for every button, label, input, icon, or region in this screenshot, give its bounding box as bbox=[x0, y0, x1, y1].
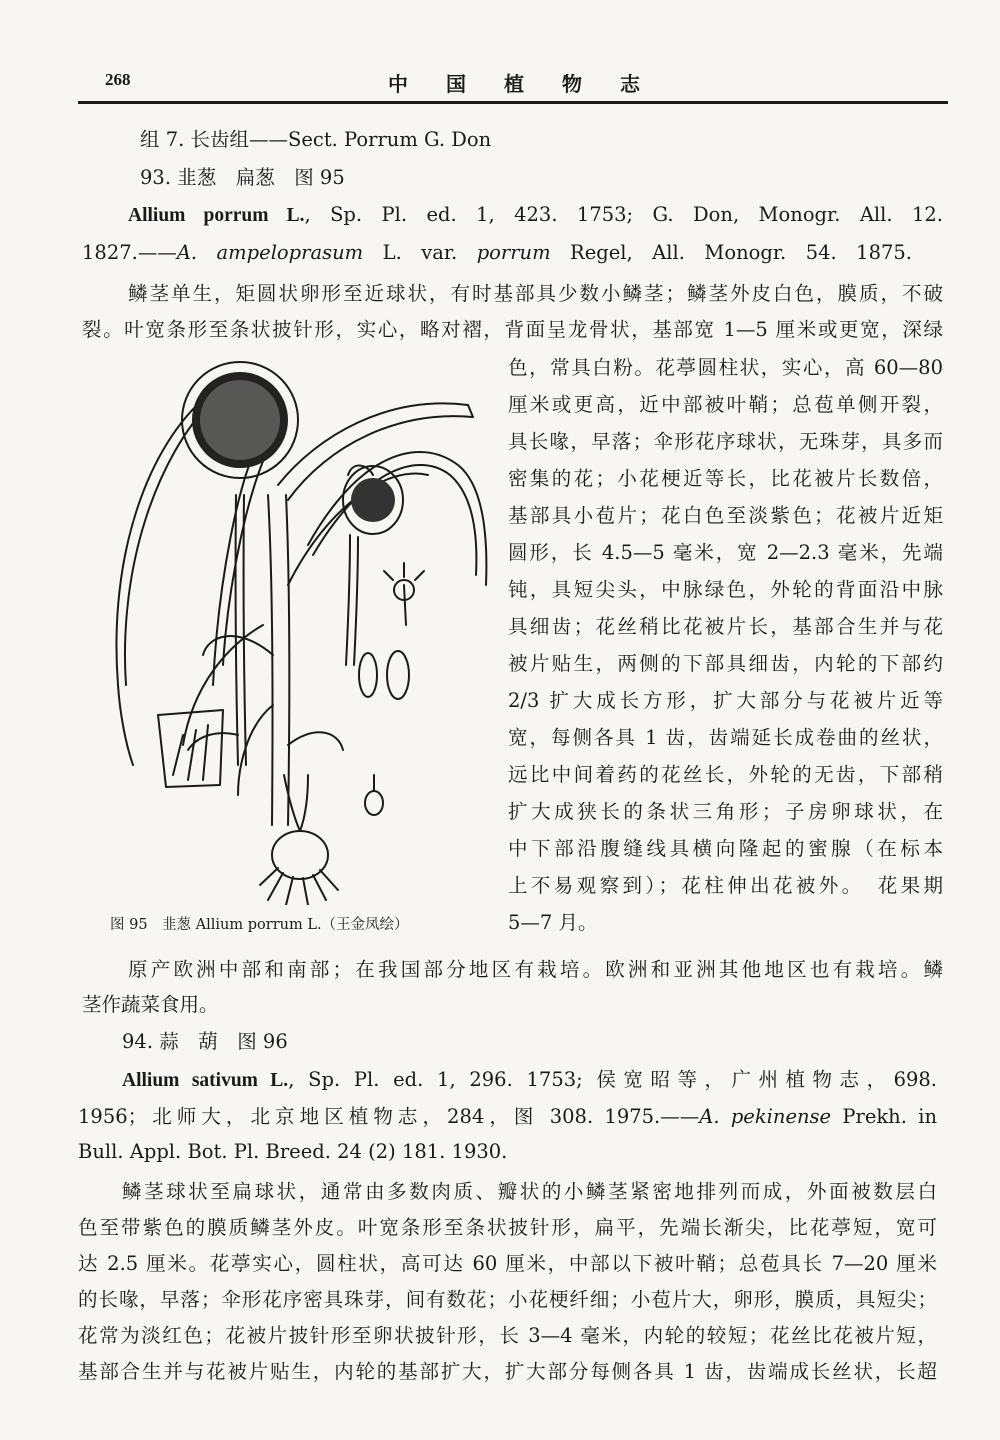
running-title: 中国植物志 bbox=[388, 72, 678, 96]
citation-var: L. var. bbox=[363, 241, 477, 264]
leek-illustration bbox=[88, 325, 493, 905]
citation-ref: Regel, All. Monogr. 54. 1875. bbox=[550, 241, 912, 264]
synonym-name: A. ampeloprasum bbox=[176, 241, 364, 264]
desc-93-right-line: 扩大成狭长的条状三角形；子房卵球状，在 bbox=[508, 800, 943, 823]
header-rule bbox=[78, 101, 948, 104]
desc-94-line: 达 2.5 厘米。花葶实心，圆柱状，高可达 60 厘米，中部以下被叶鞘；总苞具长 7—20 厘米 bbox=[78, 1252, 937, 1275]
synonym-name: A. pekinense bbox=[699, 1105, 832, 1128]
citation-author: Prekh. in bbox=[831, 1105, 937, 1128]
desc-93-right-line: 远比中间着药的花丝长，外轮的无齿，下部稍 bbox=[508, 763, 943, 786]
species-94-name: Allium sativum L. bbox=[122, 1070, 289, 1091]
species-93-title: 93. 韭葱 扁葱 图 95 bbox=[140, 166, 345, 189]
desc-93-right-line: 具细齿；花丝稍比花被片长，基部合生并与花 bbox=[508, 615, 943, 638]
desc-93-right-line: 中下部沿腹缝线具横向隆起的蜜腺（在标本 bbox=[508, 837, 943, 860]
desc-93-right-line: 被片贴生，两侧的下部具细齿，内轮的下部约 bbox=[508, 652, 943, 675]
desc-94-line: 基部合生并与花被片贴生，内轮的基部扩大，扩大部分每侧各具 1 齿，齿端成长丝状，长超 bbox=[78, 1360, 937, 1383]
desc-93-right-line: 色，常具白粉。花葶圆柱状，实心，高 60—80 bbox=[508, 356, 943, 379]
section-heading: 组 7. 长齿组——Sect. Porrum G. Don bbox=[140, 128, 492, 151]
citation-year: 1827.—— bbox=[82, 241, 177, 264]
species-94-citation-line-1 bbox=[122, 1068, 937, 1093]
species-93-citation-line-2 bbox=[82, 241, 912, 265]
dist-93-line: 原产欧洲中部和南部；在我国部分地区有栽培。欧洲和亚洲其他地区也有栽培。鳞 bbox=[128, 958, 943, 981]
desc-93-line: 裂。叶宽条形至条状披针形，实心，略对褶，背面呈龙骨状，基部宽 1—5 厘米或更宽，深绿 bbox=[82, 318, 943, 341]
page-number: 268 bbox=[105, 70, 131, 89]
species-93-citation-text: , Sp. Pl. ed. 1, 423. 1753; G. Don, Monogr. All. 12. bbox=[304, 203, 943, 226]
desc-93-right-line: 上不易观察到）；花柱伸出花被外。 花果期 bbox=[508, 874, 943, 897]
figure-caption: 图 95 韭葱 Allium porrum L.（王金凤绘） bbox=[110, 917, 409, 933]
desc-93-line: 鳞茎单生，矩圆状卵形至近球状，有时基部具少数小鳞茎；鳞茎外皮白色，膜质，不破 bbox=[128, 282, 943, 305]
species-94-citation-line-3: Bull. Appl. Bot. Pl. Breed. 24 (2) 181. 1930. bbox=[78, 1140, 508, 1163]
desc-93-right-line: 厘米或更高，近中部被叶鞘；总苞单侧开裂， bbox=[508, 393, 943, 416]
species-93-name: Allium porrum L. bbox=[128, 205, 305, 226]
species-93-citation-line-1 bbox=[128, 203, 943, 228]
desc-94-line: 色至带紫色的膜质鳞茎外皮。叶宽条形至条状披针形，扁平，先端长渐尖，比花葶短，宽可 bbox=[78, 1216, 937, 1239]
desc-93-right-line: 宽，每侧各具 1 齿，齿端延长成卷曲的丝状， bbox=[508, 726, 943, 749]
species-94-citation-text: , Sp. Pl. ed. 1, 296. 1753; 侯宽昭等，广州植物志，698. bbox=[288, 1068, 937, 1091]
desc-93-right-line: 5—7 月。 bbox=[508, 911, 598, 934]
desc-93-right-line: 具长喙，早落；伞形花序球状，无珠芽，具多而 bbox=[508, 430, 943, 453]
variety-name: porrum bbox=[476, 241, 551, 264]
citation-refs: 1956；北师大，北京地区植物志，284，图 308. 1975.—— bbox=[78, 1105, 700, 1128]
dist-93-line: 茎作蔬菜食用。 bbox=[82, 993, 219, 1016]
species-94-citation-line-2 bbox=[78, 1105, 937, 1129]
species-94-title: 94. 蒜 葫 图 96 bbox=[122, 1030, 288, 1053]
desc-93-right-line: 基部具小苞片；花白色至淡紫色；花被片近矩 bbox=[508, 504, 943, 527]
desc-94-line: 花常为淡红色；花被片披针形至卵状披针形，长 3—4 毫米，内轮的较短；花丝比花被片短， bbox=[78, 1324, 937, 1347]
desc-93-right-line: 钝，具短尖头，中脉绿色，外轮的背面沿中脉 bbox=[508, 578, 943, 601]
desc-94-line: 鳞茎球状至扁球状，通常由多数肉质、瓣状的小鳞茎紧密地排列而成，外面被数层白 bbox=[122, 1180, 937, 1203]
desc-93-right-line: 2/3 扩大成长方形，扩大部分与花被片近等 bbox=[508, 689, 943, 712]
desc-93-right-line: 密集的花；小花梗近等长，比花被片长数倍， bbox=[508, 467, 943, 490]
desc-94-line: 的长喙，早落；伞形花序密具珠芽，间有数花；小花梗纤细；小苞片大，卵形，膜质，具短尖； bbox=[78, 1288, 937, 1311]
desc-93-right-line: 圆形，长 4.5—5 毫米，宽 2—2.3 毫米，先端 bbox=[508, 541, 943, 564]
